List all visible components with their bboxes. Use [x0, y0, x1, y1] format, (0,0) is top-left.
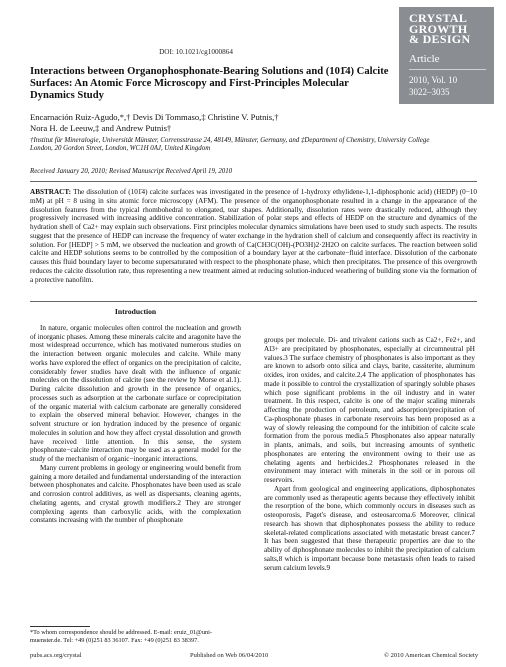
paragraph: Many current problems in geology or engineering would benefit from gaining a more detailed and fundamental understanding of the interaction between phosphonates and calcite. Phosphonates have been used as scale and corrosion control additives, as well as dispersants, cleaning agents, chelating agents, and crystal growth modifiers.2 They are stronger complexing agents than carboxylic acids, with the complexation constants increasing with the number of phosphonate [30, 463, 241, 525]
paragraph: In nature, organic molecules often control the nucleation and growth of inorganic phases. Among these minerals calcite and aragonite have the most widespread occurrence, which has motivated numerous studies on the interaction between organic molecules and calcite. While many works have explored the effect of organics on the precipitation of calcite, considerably fewer studies have dealt with the influence of organic molecules on the dissolution of calcite (see the review by Morse et al.1). During calcite dissolution and growth in the presence of organics, processes such as adsorption at the carbonate surface or coprecipitation of the organic material with calcium carbonate are generally considered to explain the observed mineral behavior. However, changes in the solvent structure or ion hydration induced by the presence of organic molecules in solution and how they affect crystal dissolution and growth have received little attention. In this sense, the system phosphonate−calcite interaction may be used as a general model for the study of the mechanism of organic−inorganic interactions. [30, 323, 241, 463]
article-type: Article [409, 53, 440, 65]
journal-divider [409, 69, 486, 70]
section-heading: Introduction [114, 307, 157, 316]
abstract-label: ABSTRACT: [30, 188, 72, 196]
paragraph: groups per molecule. Di- and trivalent cations such as Ca2+, Fe2+, and Al3+ are precipitated by phosphonates, especially at circumneutral pH values.3 The surface chemistry of phosphonates is also important as they are known to adsorb onto silica and clays, barite, cassiterite, aluminum oxides, iron oxides, and calcite.2,4 The application of phosphonates has made it possible to control the crystallization of sparingly soluble phases which pose significant problems in the oil industry and in water treatment. In this respect, calcite is one of the major scaling minerals affecting the production of petroleum, and adsorption/precipitation of Ca-phosphonate phases in carbonate reservoirs has been proposed as a way of slowly releasing the compound for the inhibition of calcite scale formation from the porous media.5 Phosphonates also appear naturally in plants, animals, and soils, but increasing amounts of synthetic phosphonates are entering the environment owing to their use as chelating agents and herbicides.2 Phosphonates released in the environment may interact with minerals in the soil or in porous oil reservoirs. [264, 336, 475, 484]
doi[interactable]: DOI: 10.1021/cg1000864 [159, 48, 233, 56]
article-title: Interactions between Organophosphonate-Bearing Solutions and (101̄4) Calcite Surfaces: An Atomic Force Microscopy and First-Principles Molecular Dynamics Study [30, 66, 389, 102]
journal-year-volume: 2010, Vol. 10 [409, 75, 458, 85]
footer-published: Published on Web 06/04/2010 [190, 652, 269, 659]
journal-name: CRYSTAL GROWTH & DESIGN [409, 11, 471, 46]
divider-bottom [30, 301, 477, 302]
footer-copyright: © 2010 American Chemical Society [384, 652, 479, 659]
abstract [30, 188, 477, 284]
abstract-text: The dissolution of (101̄4) calcite surfaces was investigated in the presence of 1-hydroxy ethylidene-1,1-diphosphonic acid) (HEDP) (0−10 mM) at pH = 8 using in situ atomic force microscopy (AFM). The presence of the organophosphonate resulted in a change in the appearance of the dissolution features from the typical rhombohedral to elongated, tear shapes. Additionally, dissolution rates were drastically reduced, although they progressively increased with increasing additive concentration. Stabilization of polar steps and effects of HEDP on the structure and dynamics of the hydration shell of Ca2+ may explain such observations. First principles molecular dynamics simulations have been used to study such aspects. The results suggest that the presence of HEDP can increase the frequency of water exchange in the hydration shell of calcium and consequently affect its reactivity in solution. For [HEDP] > 5 mM, we observed the nucleation and growth of Ca(CH3C(OH)-(PO3H)2·2H2O on calcite surfaces. The reaction between solid calcite and HEDP solutions seems to be controlled by the composition of a boundary layer at the carbonate−fluid interface. Dissolution of the carbonate causes this fluid boundary layer to become supersaturated with respect to the phosphonate phase, which then precipitates. The presence of this overgrowth reduces the calcite dissolution rate, thus representing a new treatment aimed at reducing solution-induced weathering of building stone via the formation of a protective nanofilm. [30, 188, 477, 284]
column-left [30, 308, 241, 525]
footnote: *To whom correspondence should be addressed. E-mail: eruiz_01@uni-muenster.de. Tel: +49 (0)251 83 36107. Fax: +49 (0)251 83 38397. [30, 629, 212, 644]
author-list: Encarnación Ruiz-Agudo,*,† Devis Di Tommaso,‡ Christine V. Putnis,† Nora H. de Leeuw,‡ and Andrew Putnis† [30, 112, 279, 133]
divider-top [30, 181, 477, 182]
footer-url[interactable]: pubs.acs.org/crystal [30, 652, 82, 659]
affiliations: †Institut für Mineralogie, Universität Münster, Corrensstrasse 24, 48149, Münster, Germany, and ‡Department of Chemistry, University College London, 20 Gordon Street, London, WC1H 0AJ, United Kingdom [30, 137, 430, 153]
journal-pages: 3022–3035 [409, 87, 450, 97]
journal-logo [399, 7, 494, 104]
footnote-rule [30, 626, 90, 627]
paragraph: Apart from geological and engineering applications, diphosphonates are commonly used as therapeutic agents because they effectively inhibit the resorption of the bone, which commonly occurs in diseases such as osteoporosis, Paget's disease, and osteosarcoma.6 Moreover, clinical research has shown that diphosphonates possess the ability to reduce skeletal-related complications associated with metastatic breast cancer.7 It has been suggested that these therapeutic properties are due to the ability of diphosphonate molecules to inhibit the precipitation of calcium salts,8 which is important because bone metastasis often leads to raised serum calcium levels.9 [264, 484, 475, 572]
received-dates: Received January 20, 2010; Revised Manuscript Received April 19, 2010 [30, 168, 233, 175]
column-right [264, 336, 475, 572]
